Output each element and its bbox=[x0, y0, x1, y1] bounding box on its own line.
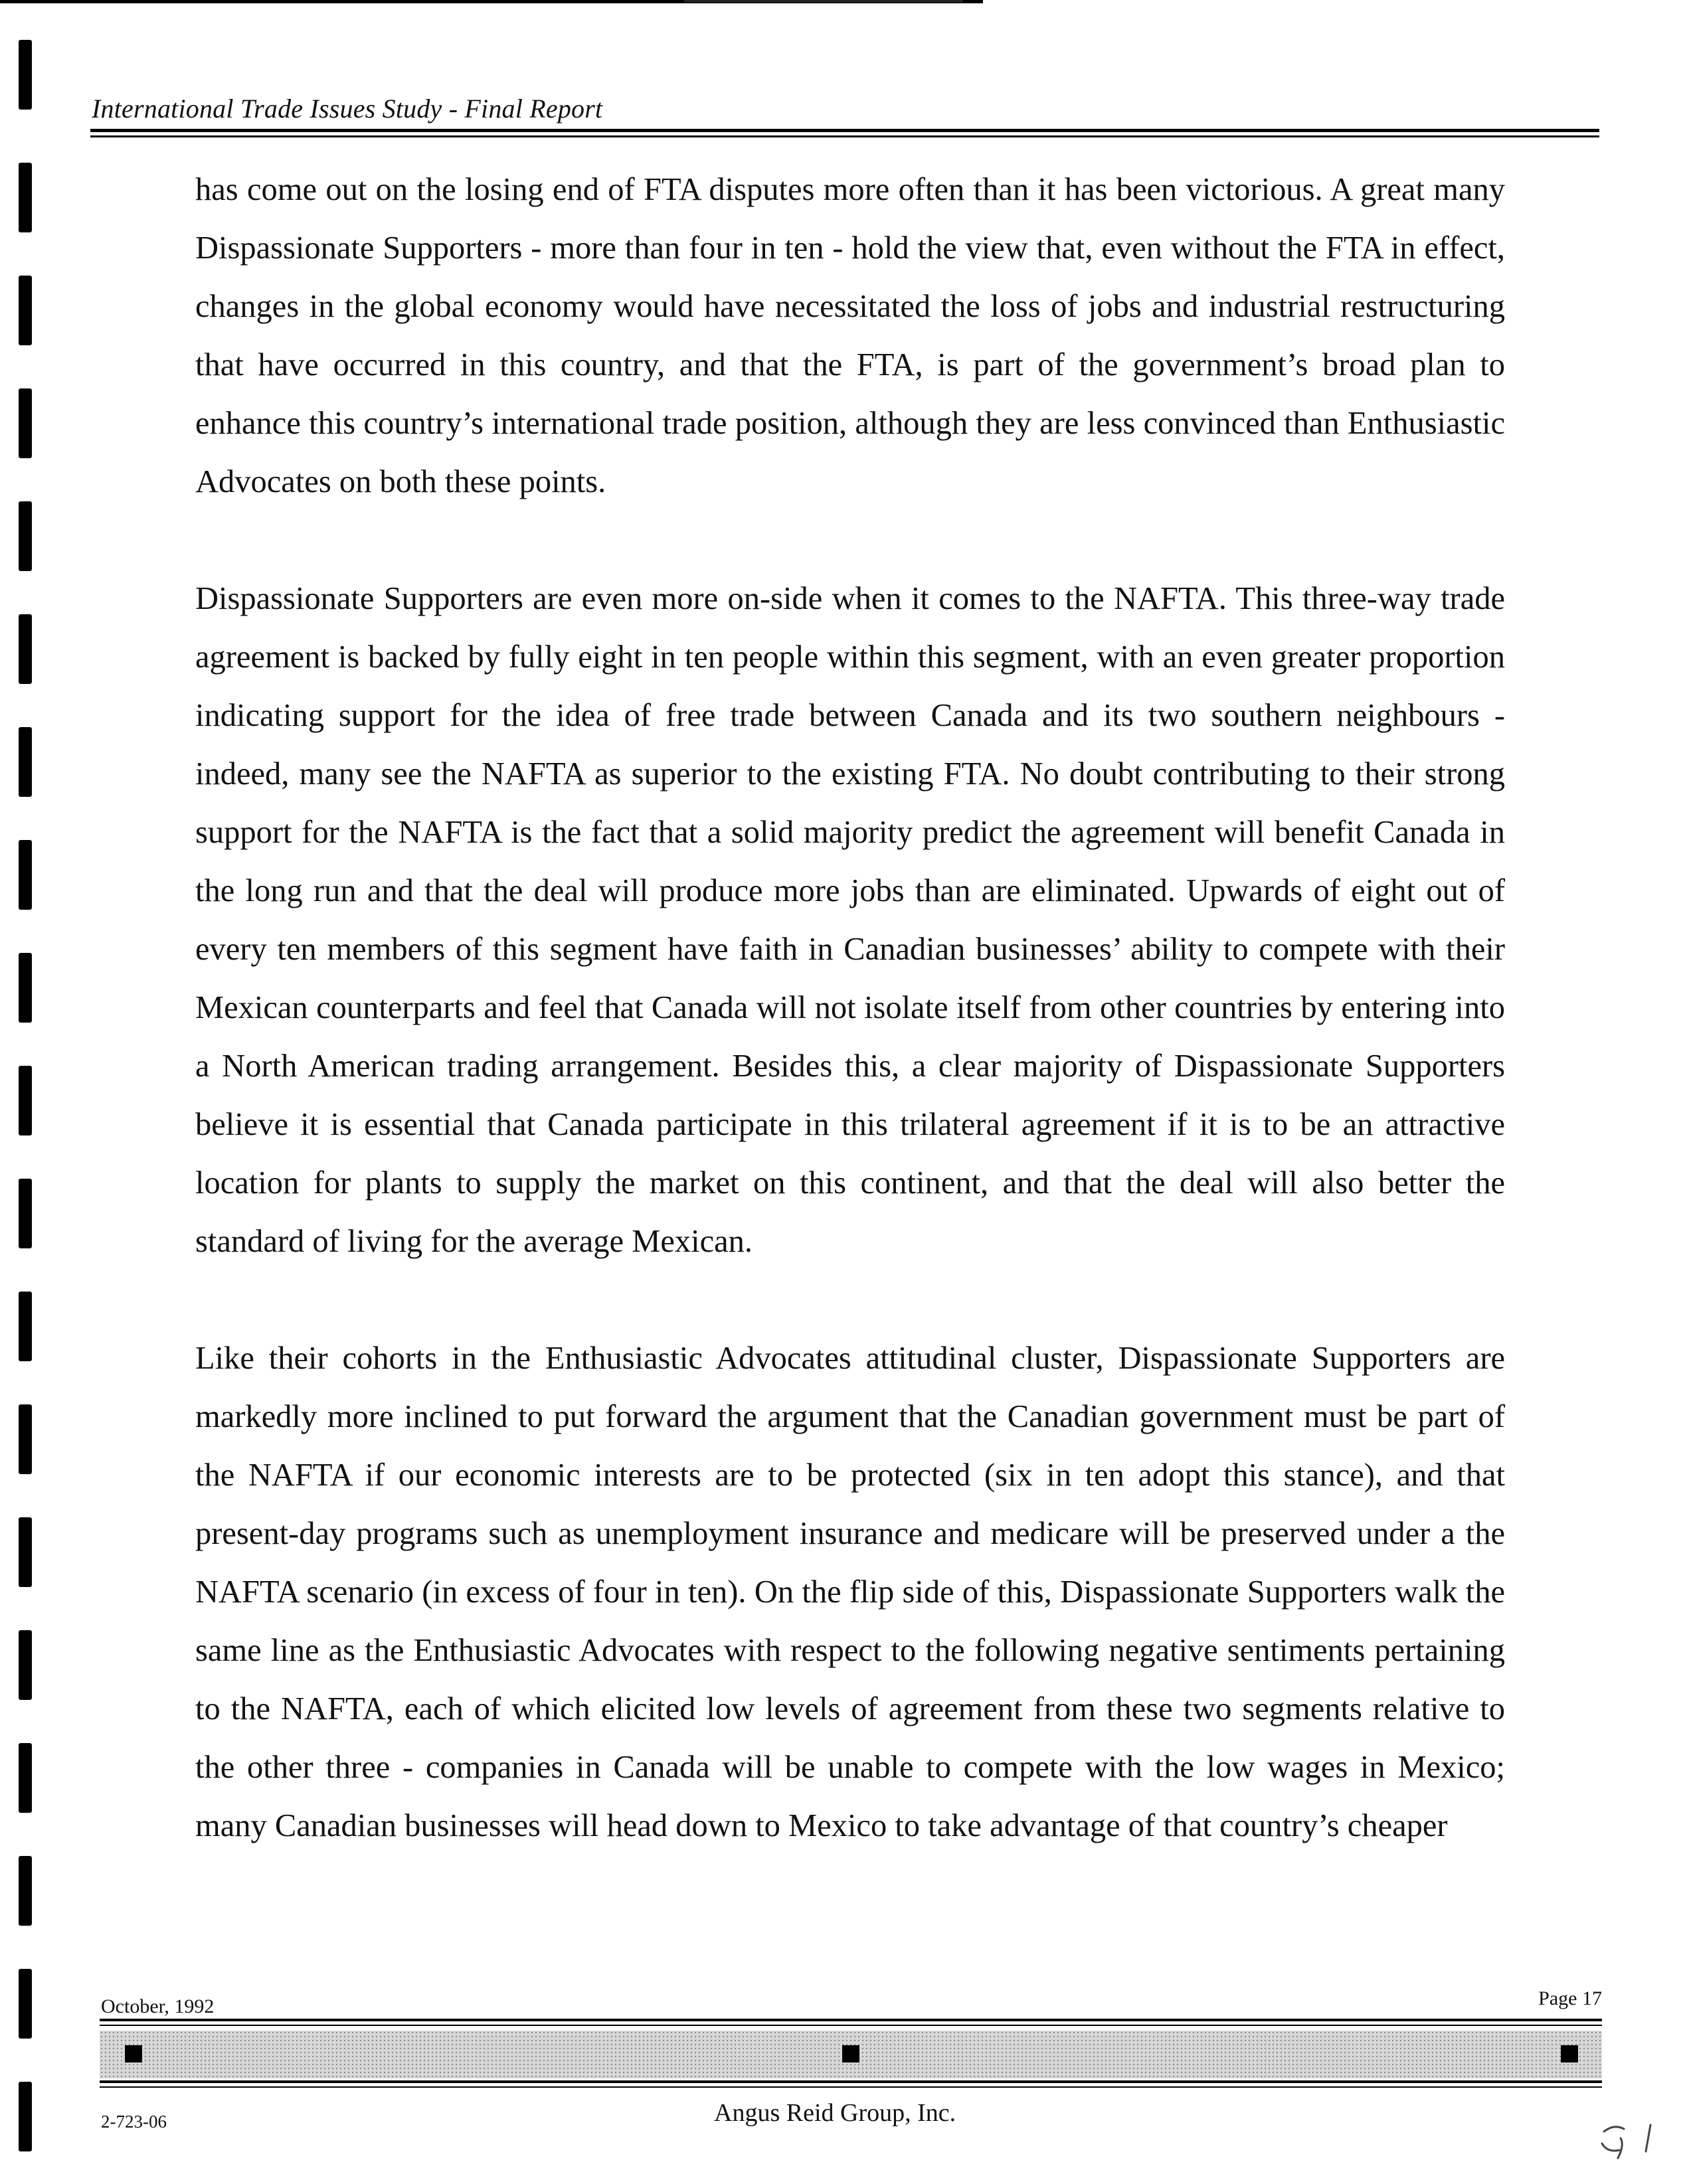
binder-mark bbox=[19, 2082, 32, 2151]
binder-mark bbox=[19, 614, 32, 684]
binder-mark bbox=[19, 388, 32, 458]
footer-rule bbox=[100, 2080, 1602, 2083]
square-bullet-icon bbox=[1561, 2045, 1578, 2062]
paragraph: Like their cohorts in the Enthusiastic Advocates attitudinal cluster, Dispassionate Supporters are markedly more inclined to put forward the argument that the Canadian government must be part of the NAFTA if our economic interests are to be protected (six in ten adopt this stance), and that present-day programs such as unemployment insurance and medicare will be preserved under a the NAFTA scenario (in excess of four in ten). On the flip side of this, Dispassionate Supporters walk the same line as the Enthusiastic Advocates with respect to the following negative sentiments pertaining to the NAFTA, each of which elicited low levels of agreement from these two segments relative to the other three - companies in Canada will be unable to compete with the low wages in Mexico; many Canadian businesses will head down to Mexico to take advantage of that country’s cheaper bbox=[195, 1341, 1505, 1843]
binder-mark bbox=[19, 1404, 32, 1474]
binder-mark bbox=[19, 840, 32, 910]
binder-mark bbox=[19, 1743, 32, 1813]
paragraph: has come out on the losing end of FTA disputes more often than it has been victorious. A great many Dispassionate Supporters - more than four in ten - hold the view that, even without the FTA in effect, changes in the global economy would have necessitated the loss of jobs and industrial restructuring that have occurred in this country, and that the FTA, is part of the government’s broad plan to enhance this country’s international trade position, although they are less convinced than Enthusiastic Advocates on both these points. bbox=[195, 172, 1505, 499]
binder-mark bbox=[19, 1969, 32, 2039]
page-number: Page 17 bbox=[1538, 1987, 1602, 2009]
header-rule bbox=[90, 129, 1599, 132]
binder-mark bbox=[19, 163, 32, 232]
binder-mark bbox=[19, 1066, 32, 1135]
company-name: Angus Reid Group, Inc. bbox=[714, 2099, 956, 2127]
square-bullet-icon bbox=[125, 2045, 142, 2062]
binder-mark bbox=[19, 501, 32, 571]
binder-mark bbox=[19, 1292, 32, 1361]
footer-date: October, 1992 bbox=[101, 1995, 215, 2017]
paragraph: Dispassionate Supporters are even more on-side when it comes to the NAFTA. This three-way trade agreement is backed by fully eight in ten people within this segment, with an even greater proportion indicating support for the idea of free trade between Canada and its two southern neighbours - indeed, many see the NAFTA as superior to the existing FTA. No doubt contributing to their strong support for the NAFTA is the fact that a solid majority predict the agreement will benefit Canada in the long run and that the deal will produce more jobs than are eliminated. Upwards of eight out of every ten members of this segment have faith in Canadian businesses’ ability to compete with their Mexican counterparts and feel that Canada will not isolate itself from other countries by entering into a North American trading arrangement. Besides this, a clear majority of Dispassionate Supporters believe it is essential that Canada participate in this trilateral agreement if it is to be an attractive location for plants to supply the market on this continent, and that the deal will also better the standard of living for the average Mexican. bbox=[195, 581, 1505, 1259]
running-header: International Trade Issues Study - Final Report bbox=[92, 94, 603, 124]
document-code: 2-723-06 bbox=[101, 2112, 167, 2132]
binder-hole-strip bbox=[19, 40, 33, 2178]
binder-mark bbox=[19, 1630, 32, 1700]
square-bullet-icon bbox=[842, 2045, 859, 2062]
binder-mark bbox=[19, 953, 32, 1023]
binder-mark bbox=[19, 276, 32, 345]
header-rule-thin bbox=[90, 135, 1599, 137]
top-scan-rule-secondary bbox=[684, 0, 963, 3]
footer-rule-thin bbox=[100, 2086, 1602, 2088]
handwritten-mark-icon bbox=[1594, 2112, 1667, 2171]
binder-mark bbox=[19, 40, 32, 110]
footer-rule bbox=[100, 2019, 1602, 2021]
binder-mark bbox=[19, 1179, 32, 1248]
binder-mark bbox=[19, 727, 32, 797]
footer-pattern-band bbox=[100, 2031, 1602, 2078]
footer-rule-thin bbox=[100, 2025, 1602, 2026]
body-text bbox=[195, 161, 1505, 1855]
binder-mark bbox=[19, 1517, 32, 1587]
binder-mark bbox=[19, 1856, 32, 1926]
